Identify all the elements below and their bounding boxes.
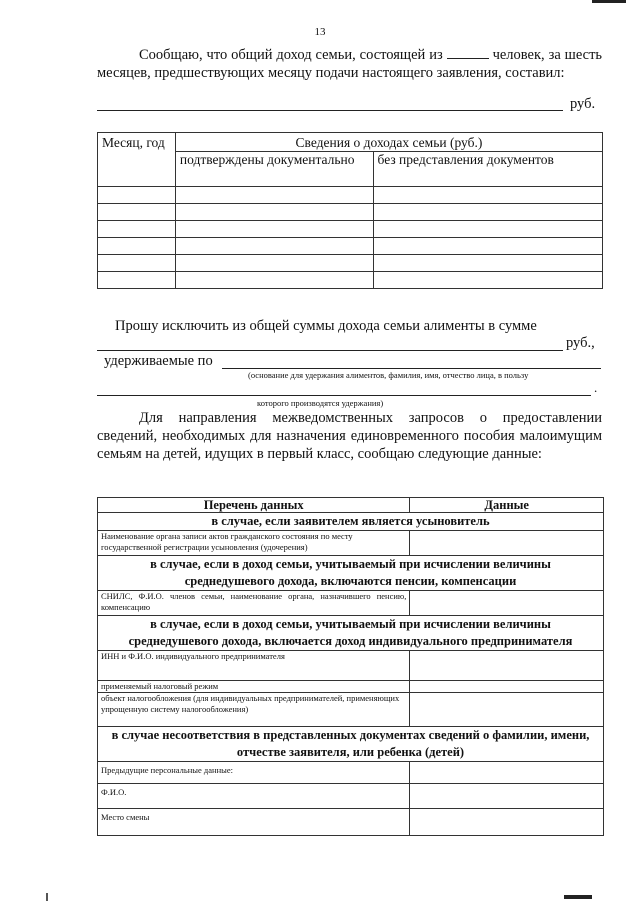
income-cell[interactable]: [98, 204, 176, 221]
col-confirmed-header: подтверждены документально: [175, 152, 373, 187]
scan-mark-top: [592, 0, 626, 3]
col-list-header: Перечень данных: [98, 498, 410, 513]
row-tax-object-value[interactable]: [410, 693, 604, 727]
income-cell[interactable]: [98, 221, 176, 238]
income-cell[interactable]: [98, 238, 176, 255]
section-pension: в случае, если в доход семьи, учитываемый при исчислении величины среднедушевого дохода, включаются пенсии, компенсации: [98, 556, 604, 591]
income-cell[interactable]: [373, 255, 603, 272]
income-cell[interactable]: [175, 272, 373, 289]
row-pension-label: СНИЛС, Ф.И.О. членов семьи, наименование органа, назначившего пенсию, компенсацию: [98, 591, 410, 616]
row-tax-regime-label: применяемый налоговый режим: [98, 681, 410, 693]
income-table: [97, 132, 603, 289]
withholding-basis-note: (основание для удержания алиментов, фамилия, имя, отчество лица, в пользу: [248, 370, 529, 380]
row-inn-value[interactable]: [410, 651, 604, 681]
income-cell[interactable]: [373, 272, 603, 289]
row-inn-label: ИНН и Ф.И.О. индивидуального предпринимателя: [98, 651, 410, 681]
row-prev-data-value[interactable]: [410, 762, 604, 784]
row-place-label: Место смены: [98, 809, 410, 836]
section-adopter: в случае, если заявителем является усыновитель: [98, 513, 604, 531]
col-data-header: Данные: [410, 498, 604, 513]
income-cell[interactable]: [175, 221, 373, 238]
section-entrepreneur: в случае, если в доход семьи, учитываемый при исчислении величины среднедушевого дохода, включается доход индивидуального предпринимателя: [98, 616, 604, 651]
col-month-header: Месяц, год: [98, 133, 176, 187]
income-intro-text-2: человек, за шесть месяцев, предшествующих месяцу подачи настоящего заявления, составил:: [97, 47, 603, 81]
scan-mark-bottom-right: [564, 895, 592, 899]
income-cell[interactable]: [373, 238, 603, 255]
row-pension-value[interactable]: [410, 591, 604, 616]
page-number: 13: [314, 26, 326, 38]
scan-mark-bottom-left: [46, 893, 48, 901]
income-info-header: Сведения о доходах семьи (руб.): [175, 133, 602, 152]
income-cell[interactable]: [98, 187, 176, 204]
income-cell[interactable]: [175, 204, 373, 221]
income-cell[interactable]: [175, 238, 373, 255]
family-size-blank[interactable]: [447, 45, 489, 59]
section-mismatch: в случае несоответствия в представленных документах сведений о фамилии, имени, отчестве заявителя, или ребенка (детей): [98, 727, 604, 762]
beneficiary-note: которого производятся удержания): [257, 398, 384, 408]
beneficiary-dot: .: [594, 380, 598, 395]
withholding-basis-blank[interactable]: [222, 355, 601, 369]
row-place-value[interactable]: [410, 809, 604, 836]
income-cell[interactable]: [98, 272, 176, 289]
row-tax-object-label: объект налогообложения (для индивидуальных предпринимателей, применяющих упрощенную систему налогообложения): [98, 693, 410, 727]
income-cell[interactable]: [175, 255, 373, 272]
withheld-by-label: удерживаемые по: [104, 353, 213, 369]
row-adopter-value[interactable]: [410, 531, 604, 556]
income-cell[interactable]: [373, 221, 603, 238]
row-tax-regime-value[interactable]: [410, 681, 604, 693]
alimony-request: Прошу исключить из общей суммы дохода семьи алименты в сумме: [115, 318, 537, 334]
interagency-paragraph: Для направления межведомственных запросов о предоставлении сведений, необходимых для назначения единовременного пособия малоимущим семьям на детей, идущих в первый класс, сообщаю следующие данные:: [97, 410, 602, 462]
row-prev-data-label: Предыдущие персональные данные:: [98, 762, 410, 784]
total-income-blank[interactable]: [97, 97, 563, 111]
income-cell[interactable]: [373, 187, 603, 204]
currency-label: руб.: [570, 96, 596, 112]
income-intro-text-1: Сообщаю, что общий доход семьи, состоящей из: [139, 47, 443, 63]
row-fio-label: Ф.И.О.: [98, 784, 410, 809]
alimony-currency: руб.,: [566, 335, 595, 351]
beneficiary-blank[interactable]: [97, 382, 591, 396]
row-adopter-label: Наименование органа записи актов гражданского состояния по месту государственной регистрации усыновления (удочерения): [98, 531, 410, 556]
income-cell[interactable]: [373, 204, 603, 221]
alimony-amount-blank[interactable]: [97, 337, 563, 351]
row-fio-value[interactable]: [410, 784, 604, 809]
col-unconfirmed-header: без представления документов: [373, 152, 603, 187]
income-cell[interactable]: [175, 187, 373, 204]
income-intro-paragraph: [97, 45, 602, 82]
income-cell[interactable]: [98, 255, 176, 272]
requested-data-table: [97, 497, 604, 836]
